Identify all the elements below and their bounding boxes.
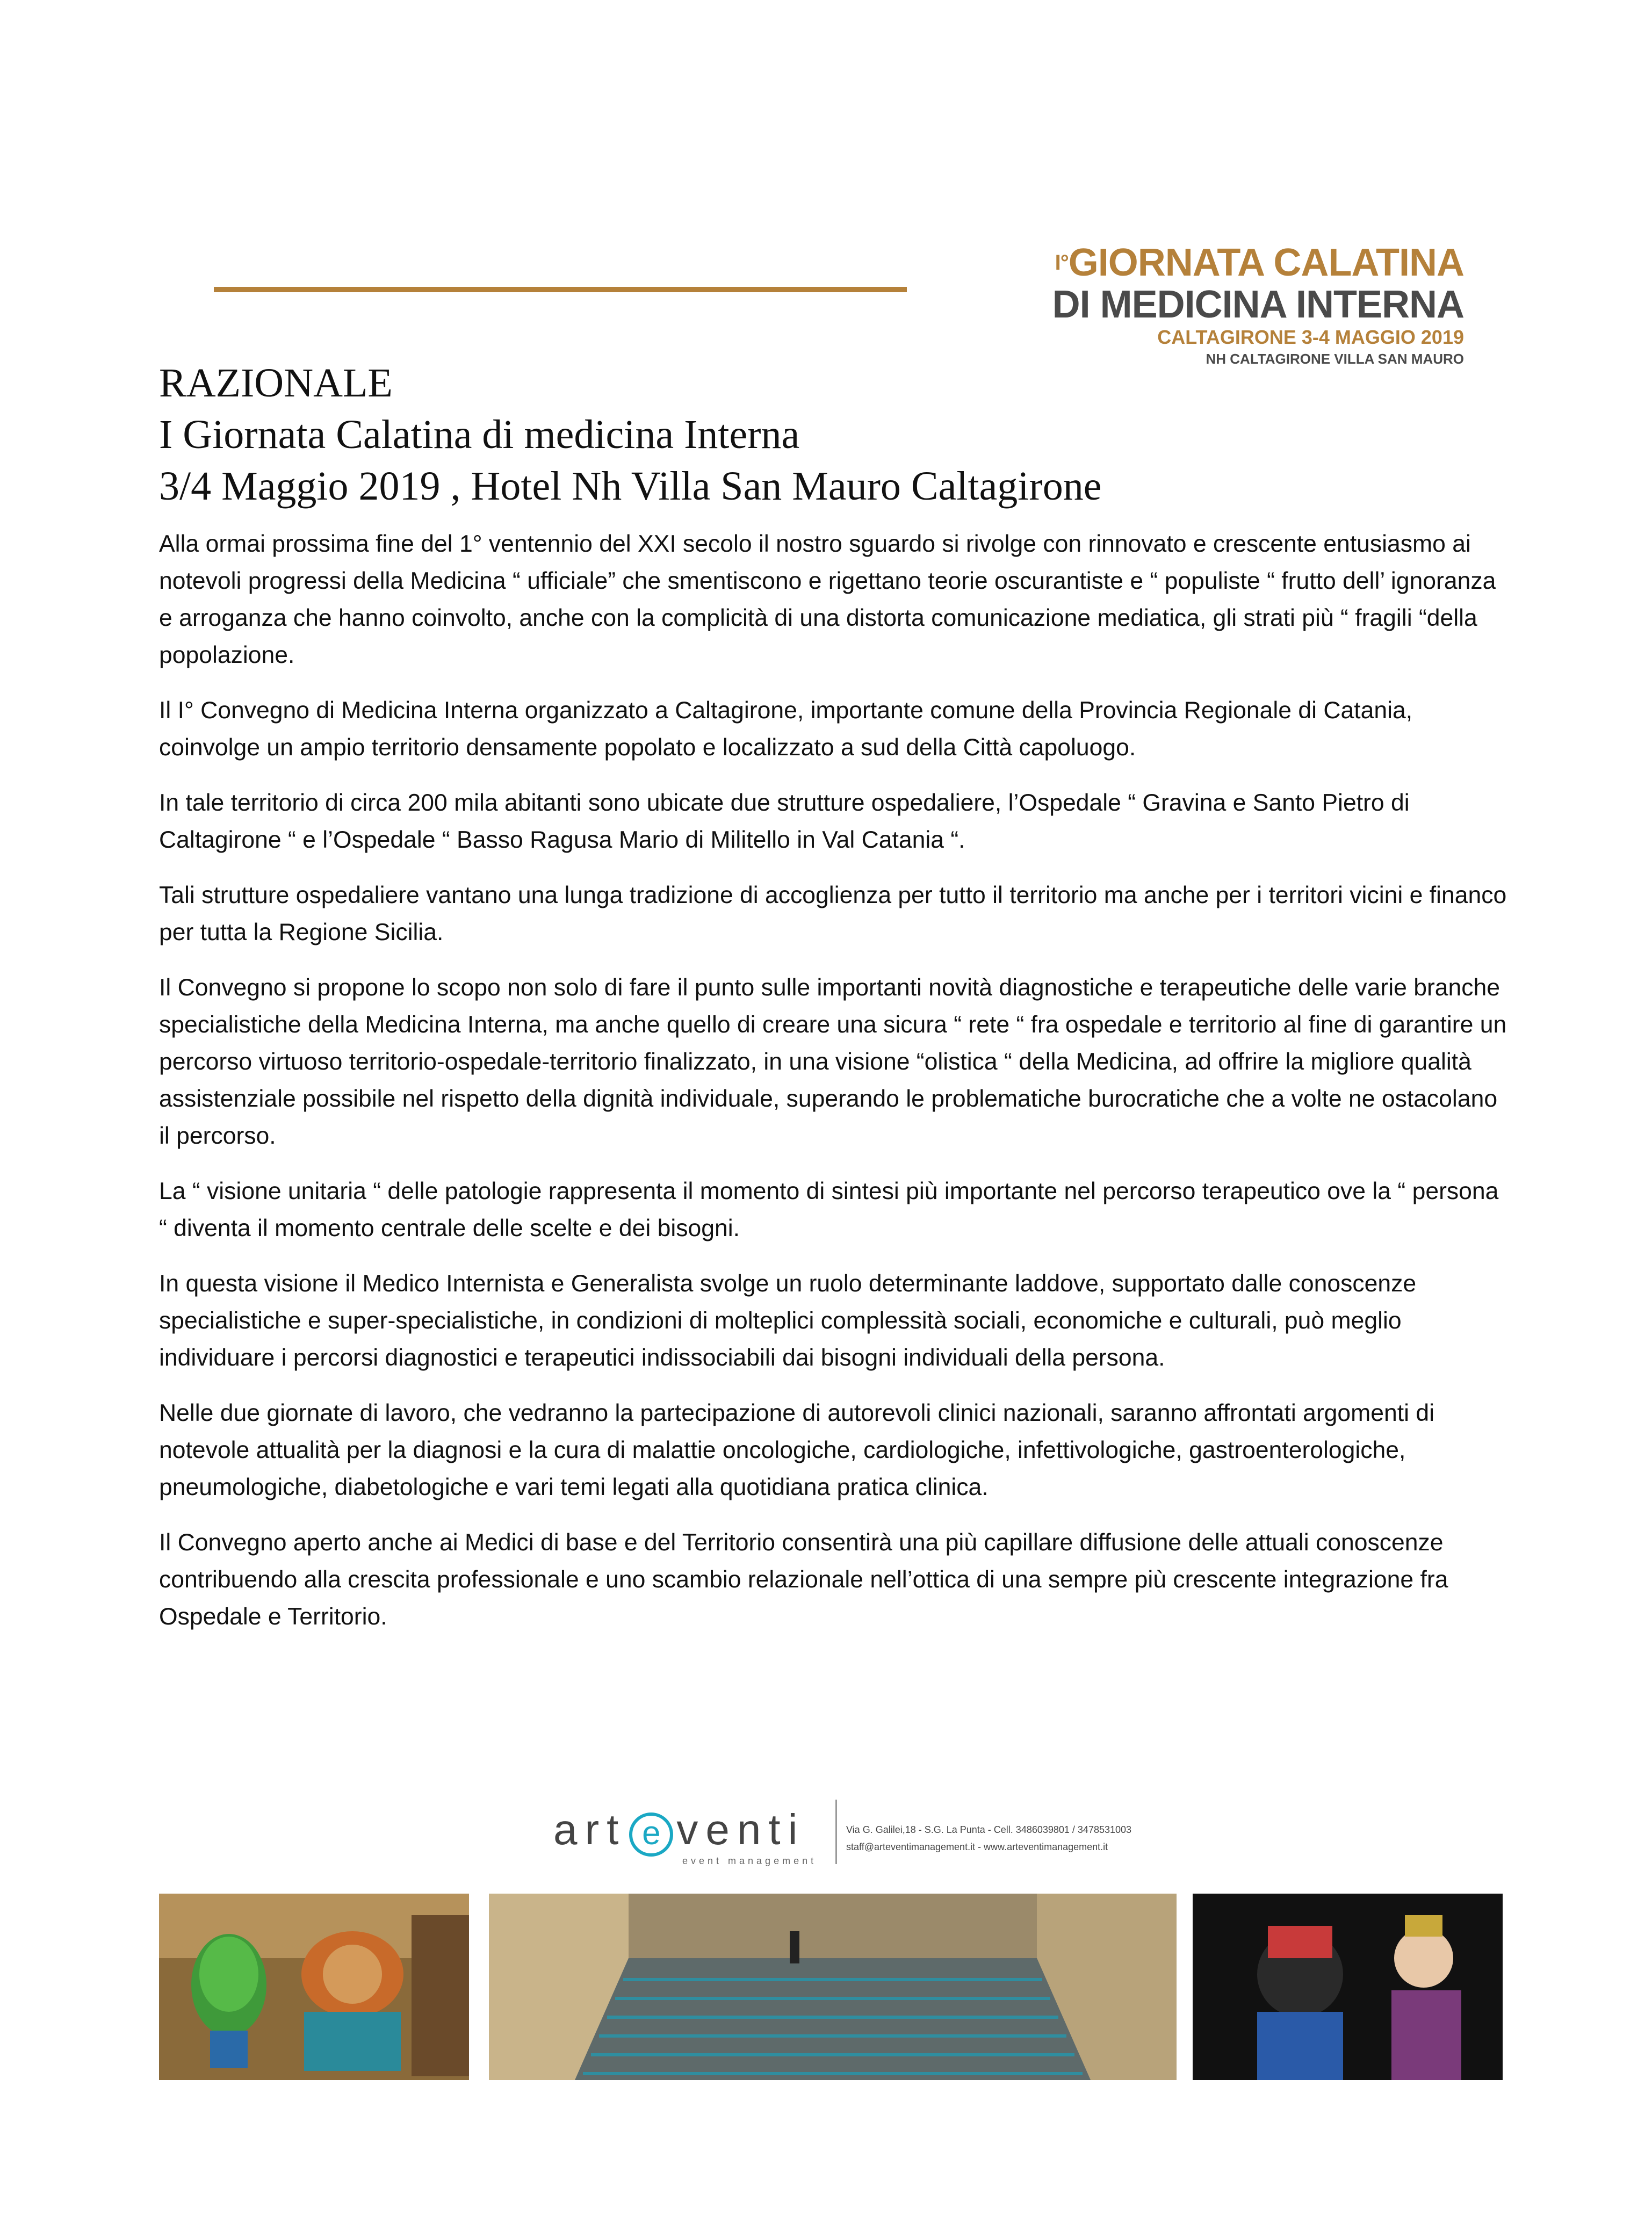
paragraph: In tale territorio di circa 200 mila abitanti sono ubicate due strutture ospedaliere, l’Ospedale “ Gravina e Santo Pietro di Caltagirone “ e l’Ospedale “ Basso Ragusa Mario di Militello in Val Catania “. (159, 790, 1410, 853)
paragraph: Tali strutture ospedaliere vantano una lunga tradizione di accoglienza per tutto il territorio ma anche per i territori vicini e financo per tutta la Regione Sicilia. (159, 882, 1507, 945)
event-title: I Giornata Calatina di medicina Interna (159, 412, 800, 457)
figurines-illustration (1193, 1894, 1503, 2080)
paragraph: Il Convegno si propone lo scopo non solo di fare il punto sulle importanti novità diagnostiche e terapeutiche delle varie branche specialistiche della Medicina Interna, ma anche quello di creare una sicura “ rete “ fra ospedale e territorio al fine di garantire un percorso virtuoso territorio-ospedale-territorio finalizzato, in una visione “olistica “ della Medicina, ad offrire la migliore qualità assistenziale possibile nel rispetto della dignità individuale, superando le problematiche burocratiche che a volte ne ostacolano il percorso. (159, 974, 1507, 1149)
logo-line-1 (970, 242, 1464, 284)
paragraph: Alla ormai prossima fine del 1° ventennio del XXI secolo il nostro sguardo si rivolge con rinnovato e crescente entusiasmo ai notevoli progressi della Medicina “ ufficiale” che smentiscono e rigettano teorie oscurantiste e “ populiste “ frutto dell’ ignoranza e arroganza che hanno coinvolto, anche con la complicità di una distorta comunicazione mediatica, gli strati più “ fragili “della popolazione. (159, 531, 1496, 668)
logo-title: GIORNATA CALATINA (1068, 241, 1464, 284)
logo-ordinal: I° (1055, 251, 1069, 275)
wordmark-part: art (553, 1806, 626, 1853)
wordmark-part: venti (676, 1806, 805, 1853)
sponsor-divider (835, 1800, 837, 1864)
logo-date: CALTAGIRONE 3-4 MAGGIO 2019 (1157, 326, 1464, 348)
logo-line-2: DI MEDICINA INTERNA (1052, 283, 1464, 326)
document-titles (159, 357, 1502, 512)
paragraph: Nelle due giornate di lavoro, che vedranno la partecipazione di autorevoli clinici nazionali, saranno affrontati argomenti di notevole attualità per la diagnosi e la cura di malattie oncologiche, cardiologiche, infettivologiche, gastroenterologiche, pneumologiche, diabetologiche e vari temi legati alla quotidiana pratica clinica. (159, 1400, 1434, 1500)
ceramics-illustration (159, 1894, 469, 2080)
section-heading: RAZIONALE (159, 360, 393, 406)
event-logo (970, 242, 1464, 369)
paragraph: Il I° Convegno di Medicina Interna organizzato a Caltagirone, importante comune della Provincia Regionale di Catania, coinvolge un ampio territorio densamente popolato e localizzato a sud della Città capoluogo. (159, 697, 1413, 761)
photo-figurines (1193, 1894, 1503, 2080)
paragraph: Il Convegno aperto anche ai Medici di base e del Territorio consentirà una più capillare diffusione delle attuali conoscenze contribuendo alla crescita professionale e uno scambio relazionale nell’ottica di una sempre più crescente integrazione fra Ospedale e Territorio. (159, 1529, 1448, 1630)
photo-ceramics (159, 1894, 469, 2080)
sponsor-email-web: staff@arteventimanagement.it - www.arteventimanagement.it (846, 1842, 1108, 1852)
sponsor-wordmark (553, 1805, 805, 1857)
body-text (159, 525, 1513, 1653)
logo-venue: NH CALTAGIRONE VILLA SAN MAURO (1206, 351, 1464, 367)
event-date-venue: 3/4 Maggio 2019 , Hotel Nh Villa San Mauro Caltagirone (159, 464, 1102, 509)
wordmark-e-circle: e (629, 1813, 673, 1857)
paragraph: La “ visione unitaria “ delle patologie rappresenta il momento di sintesi più importante nel percorso terapeutico ove la “ persona “ diventa il momento centrale delle scelte e dei bisogni. (159, 1178, 1499, 1241)
paragraph: In questa visione il Medico Internista e Generalista svolge un ruolo determinante laddove, supportato dalle conoscenze specialistiche e super-specialistiche, in condizioni di molteplici complessità sociali, economiche e culturali, può meglio individuare i percorsi diagnostici e terapeutici indissociabili dai bisogni individuali della persona. (159, 1270, 1417, 1371)
photo-staircase (489, 1894, 1177, 2080)
header-rule (214, 287, 907, 292)
sponsor-tagline: event management (682, 1855, 817, 1866)
sponsor-address: Via G. Galilei,18 - S.G. La Punta - Cell. 3486039801 / 3478531003 (846, 1824, 1132, 1835)
sponsor-logo (553, 1800, 1144, 1864)
staircase-illustration (489, 1894, 1177, 2080)
